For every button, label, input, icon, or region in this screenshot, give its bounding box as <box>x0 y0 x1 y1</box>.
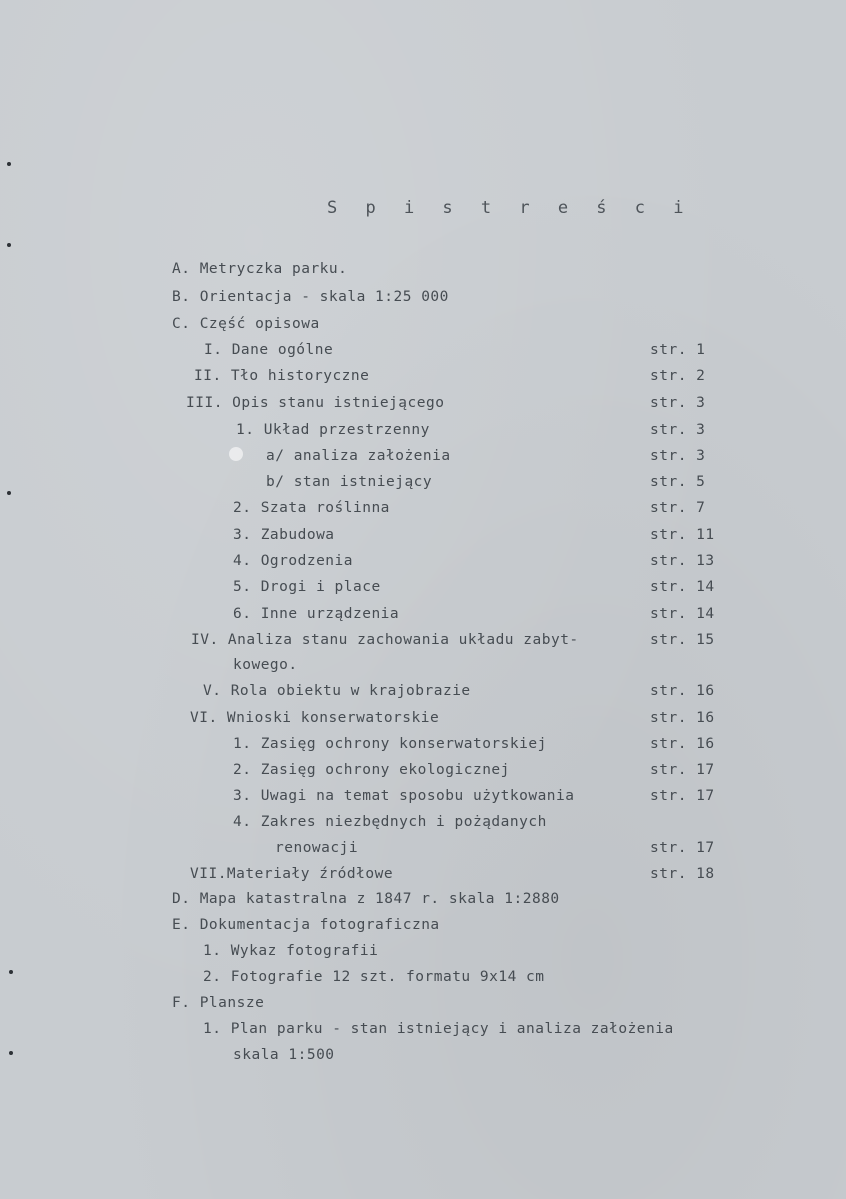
toc-entry: I. Dane ogólne <box>204 342 334 358</box>
toc-entry: b/ stan istniejący <box>266 474 433 490</box>
toc-page-number: str. 1 <box>650 342 706 358</box>
toc-page-number: str. 7 <box>650 500 706 516</box>
toc-entry: VI. Wnioski konserwatorskie <box>190 710 440 726</box>
toc-page-number: str. 14 <box>650 606 715 622</box>
toc-entry: 5. Drogi i place <box>233 579 381 595</box>
toc-entry: 6. Inne urządzenia <box>233 606 400 622</box>
margin-punch-dot <box>7 162 11 166</box>
paper-blot <box>229 447 243 461</box>
toc-entry: A. Metryczka parku. <box>172 261 348 277</box>
toc-entry: skala 1:500 <box>233 1047 335 1063</box>
toc-page-number: str. 13 <box>650 553 715 569</box>
toc-entry: III. Opis stanu istniejącego <box>186 395 445 411</box>
toc-entry: E. Dokumentacja fotograficzna <box>172 917 440 933</box>
page-title: S p i s t r e ś c i <box>327 198 693 218</box>
toc-page-number: str. 3 <box>650 395 706 411</box>
toc-entry: C. Część opisowa <box>172 316 320 332</box>
toc-entry: F. Plansze <box>172 995 265 1011</box>
toc-page-number: str. 17 <box>650 840 715 856</box>
toc-entry: 2. Fotografie 12 szt. formatu 9x14 cm <box>203 969 545 985</box>
toc-entry: 1. Układ przestrzenny <box>236 422 430 438</box>
toc-entry: 1. Plan parku - stan istniejący i analiza założenia <box>203 1021 674 1037</box>
toc-entry: a/ analiza założenia <box>266 448 451 464</box>
margin-punch-dot <box>7 491 11 495</box>
toc-entry: renowacji <box>275 840 359 856</box>
toc-page-number: str. 16 <box>650 710 715 726</box>
margin-punch-dot <box>7 243 11 247</box>
toc-page-number: str. 3 <box>650 422 706 438</box>
toc-entry: B. Orientacja - skala 1:25 000 <box>172 289 449 305</box>
toc-page-number: str. 5 <box>650 474 706 490</box>
toc-page-number: str. 16 <box>650 736 715 752</box>
toc-page-number: str. 17 <box>650 788 715 804</box>
toc-page-number: str. 15 <box>650 632 715 648</box>
toc-entry: V. Rola obiektu w krajobrazie <box>203 683 471 699</box>
toc-page-number: str. 3 <box>650 448 706 464</box>
margin-punch-dot <box>9 970 13 974</box>
toc-entry: VII.Materiały źródłowe <box>190 866 394 882</box>
toc-entry: 2. Zasięg ochrony ekologicznej <box>233 762 510 778</box>
toc-entry: 4. Ogrodzenia <box>233 553 353 569</box>
toc-entry: IV. Analiza stanu zachowania układu zabyt- <box>191 632 579 648</box>
toc-entry: 4. Zakres niezbędnych i pożądanych <box>233 814 547 830</box>
toc-entry: 1. Wykaz fotografii <box>203 943 379 959</box>
toc-entry: kowego. <box>233 657 298 673</box>
toc-page-number: str. 16 <box>650 683 715 699</box>
toc-entry: II. Tło historyczne <box>194 368 370 384</box>
toc-page-number: str. 11 <box>650 527 715 543</box>
toc-entry: D. Mapa katastralna z 1847 r. skala 1:2880 <box>172 891 560 907</box>
toc-entry: 1. Zasięg ochrony konserwatorskiej <box>233 736 547 752</box>
toc-entry: 3. Zabudowa <box>233 527 335 543</box>
toc-page-number: str. 2 <box>650 368 706 384</box>
toc-page-number: str. 14 <box>650 579 715 595</box>
toc-entry: 3. Uwagi na temat sposobu użytkowania <box>233 788 575 804</box>
margin-punch-dot <box>9 1051 13 1055</box>
toc-page-number: str. 18 <box>650 866 715 882</box>
toc-entry: 2. Szata roślinna <box>233 500 390 516</box>
toc-page-number: str. 17 <box>650 762 715 778</box>
